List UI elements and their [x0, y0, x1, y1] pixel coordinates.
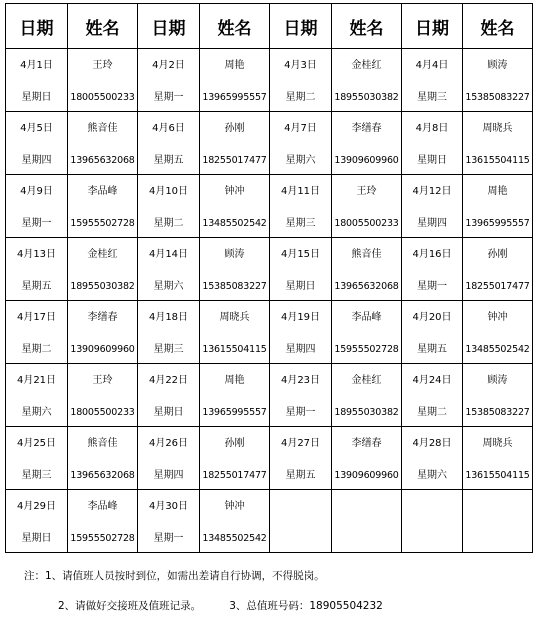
date-cell: [138, 175, 200, 238]
duty-person-name: 李品峰: [351, 312, 382, 323]
duty-person-phone: 15385083227: [202, 281, 267, 292]
name-cell: [200, 49, 270, 112]
date-cell-content: [402, 364, 462, 426]
date-cell-content: [270, 427, 331, 489]
duty-person-phone: 18255017477: [465, 281, 530, 292]
date-cell-content: [402, 175, 462, 237]
duty-person-phone: 13615504115: [465, 155, 530, 166]
table-row: [6, 490, 533, 553]
duty-person-phone: 13965632068: [334, 281, 399, 292]
date-cell: [6, 175, 68, 238]
duty-weekday: 星期二: [285, 92, 316, 103]
duty-person-phone: 13485502542: [465, 344, 530, 355]
name-cell: [463, 364, 533, 427]
duty-weekday: 星期四: [417, 218, 447, 229]
duty-date: 4月20日: [412, 312, 452, 323]
name-cell: [463, 427, 533, 490]
duty-date: 4月24日: [412, 375, 452, 386]
name-cell: [200, 175, 270, 238]
name-cell-content: [332, 238, 401, 300]
duty-date: 4月27日: [280, 438, 321, 449]
name-cell: [68, 238, 138, 301]
name-cell: [332, 238, 402, 301]
table-row: [6, 49, 533, 112]
name-cell-content: [68, 238, 137, 300]
date-cell-content: [270, 364, 331, 426]
duty-person-name: 金桂红: [87, 249, 118, 260]
header-row: [6, 4, 533, 49]
duty-weekday: 星期五: [21, 281, 52, 292]
date-cell-content: [6, 49, 67, 111]
duty-person-name: 钟冲: [487, 312, 508, 323]
name-cell-content: [332, 364, 401, 426]
name-cell-content: [200, 49, 269, 111]
roster-body: [6, 49, 533, 553]
name-cell-content: [200, 490, 269, 552]
duty-person-name: 周艳: [224, 60, 245, 71]
date-cell: [270, 427, 332, 490]
duty-weekday: 星期日: [417, 155, 447, 166]
duty-person-name: 周晓兵: [482, 438, 513, 449]
duty-person-name: 熊音佳: [87, 438, 118, 449]
duty-person-phone: 18005500233: [70, 407, 135, 418]
duty-person-name: 顾涛: [487, 375, 508, 386]
date-cell: [6, 238, 68, 301]
duty-person-phone: 18005500233: [70, 92, 135, 103]
duty-person-name: 孙刚: [224, 123, 245, 134]
duty-person-name: 李缮春: [351, 438, 382, 449]
date-cell: [138, 112, 200, 175]
duty-date: 4月15日: [280, 249, 321, 260]
date-cell: [138, 490, 200, 553]
duty-person-phone: 13909609960: [334, 470, 399, 481]
duty-weekday: 星期日: [21, 92, 52, 103]
duty-date: 4月14日: [148, 249, 189, 260]
name-cell: [332, 427, 402, 490]
duty-weekday: 星期日: [21, 533, 52, 544]
duty-weekday: 星期二: [21, 344, 52, 355]
name-cell-content: [68, 301, 137, 363]
duty-weekday: 星期五: [417, 344, 447, 355]
date-cell: [270, 49, 332, 112]
name-cell: [463, 112, 533, 175]
duty-date: 4月10日: [148, 186, 189, 197]
name-cell-content: [68, 112, 137, 174]
duty-weekday: 星期一: [417, 281, 447, 292]
name-cell-content: [200, 364, 269, 426]
name-cell-content: [200, 238, 269, 300]
date-cell-content: [270, 301, 331, 363]
header-date: 日期: [270, 4, 332, 49]
duty-person-name: 金桂红: [351, 375, 382, 386]
date-cell-content: [6, 427, 67, 489]
name-cell: [332, 112, 402, 175]
note-line-1: 注：1、请值班人员按时到位，如需出差请自行协调，不得脱岗。: [24, 570, 325, 582]
date-cell: [402, 112, 463, 175]
duty-person-phone: 13485502542: [202, 533, 267, 544]
date-cell: [6, 364, 68, 427]
duty-date: 4月23日: [280, 375, 321, 386]
table-row: [6, 364, 533, 427]
date-cell: [402, 301, 463, 364]
duty-date: 4月11日: [280, 186, 321, 197]
date-cell: [402, 364, 463, 427]
duty-person-name: 孙刚: [224, 438, 245, 449]
duty-person-phone: 13965995557: [465, 218, 530, 229]
date-cell-content: [402, 238, 462, 300]
duty-weekday: 星期六: [21, 407, 52, 418]
duty-date: 4月3日: [284, 60, 317, 71]
name-cell-content: [463, 301, 532, 363]
date-cell-content: [138, 364, 199, 426]
duty-person-name: 周艳: [487, 186, 508, 197]
duty-person-phone: 15955502728: [70, 218, 135, 229]
name-cell: [68, 427, 138, 490]
duty-person-name: 李品峰: [87, 186, 118, 197]
name-cell-content: [68, 364, 137, 426]
duty-person-phone: 13965995557: [202, 92, 267, 103]
duty-date: 4月22日: [148, 375, 189, 386]
duty-person-phone: 18255017477: [202, 155, 267, 166]
date-cell-content: [270, 238, 331, 300]
name-cell: [68, 301, 138, 364]
date-cell-content: [138, 175, 199, 237]
duty-weekday: 星期二: [153, 218, 184, 229]
date-cell-content: [6, 112, 67, 174]
name-cell-content: [68, 427, 137, 489]
date-cell-content: [270, 175, 331, 237]
name-cell: [463, 301, 533, 364]
duty-weekday: 星期四: [21, 155, 52, 166]
name-cell: [332, 301, 402, 364]
name-cell-content: [463, 49, 532, 111]
date-cell-content: [138, 238, 199, 300]
duty-person-phone: 18955030382: [334, 407, 399, 418]
date-cell: [270, 301, 332, 364]
duty-person-name: 顾涛: [224, 249, 245, 260]
duty-date: 4月13日: [16, 249, 57, 260]
date-cell: [138, 301, 200, 364]
duty-weekday: 星期六: [417, 470, 447, 481]
date-cell: [270, 490, 332, 553]
duty-date: 4月8日: [415, 123, 449, 134]
duty-date: 4月4日: [415, 60, 449, 71]
date-cell: [6, 427, 68, 490]
duty-date: 4月25日: [16, 438, 57, 449]
duty-person-name: 李品峰: [87, 501, 118, 512]
duty-person-phone: 13965632068: [70, 470, 135, 481]
table-row: [6, 175, 533, 238]
duty-weekday: 星期日: [153, 407, 184, 418]
date-cell-content: [270, 112, 331, 174]
duty-weekday: 星期三: [417, 92, 447, 103]
table-row: [6, 427, 533, 490]
name-cell: [68, 175, 138, 238]
table-row: [6, 112, 533, 175]
duty-date: 4月6日: [152, 123, 185, 134]
duty-person-phone: 15385083227: [465, 407, 530, 418]
duty-person-phone: 13965632068: [70, 155, 135, 166]
date-cell-content: [6, 490, 67, 552]
name-cell: [332, 49, 402, 112]
name-cell-content: [200, 112, 269, 174]
duty-person-phone: 15385083227: [465, 92, 530, 103]
note-item-3: 3、总值班号码：18905504232: [229, 600, 383, 612]
duty-person-phone: 13615504115: [465, 470, 530, 481]
date-cell-content: [138, 490, 199, 552]
duty-date: 4月5日: [20, 123, 53, 134]
duty-person-phone: 13615504115: [202, 344, 267, 355]
name-cell-content: [332, 112, 401, 174]
date-cell-content: [138, 112, 199, 174]
name-cell-content: [200, 175, 269, 237]
duty-person-phone: 18955030382: [70, 281, 135, 292]
duty-person-name: 周艳: [224, 375, 245, 386]
duty-weekday: 星期一: [153, 533, 184, 544]
date-cell: [270, 112, 332, 175]
duty-weekday: 星期三: [153, 344, 184, 355]
duty-date: 4月16日: [412, 249, 452, 260]
date-cell-content: [402, 49, 462, 111]
duty-person-phone: 13909609960: [70, 344, 135, 355]
name-cell: [200, 427, 270, 490]
duty-date: 4月21日: [16, 375, 57, 386]
name-cell: [200, 112, 270, 175]
duty-weekday: 星期三: [21, 470, 52, 481]
duty-date: 4月17日: [16, 312, 57, 323]
header-name: 姓名: [332, 4, 402, 49]
date-cell: [402, 238, 463, 301]
duty-weekday: 星期六: [153, 281, 184, 292]
duty-person-name: 顾涛: [487, 60, 508, 71]
duty-date: 4月26日: [148, 438, 189, 449]
name-cell: [463, 49, 533, 112]
date-cell: [138, 238, 200, 301]
duty-person-name: 王玲: [92, 60, 113, 71]
date-cell-content: [138, 427, 199, 489]
date-cell: [6, 49, 68, 112]
duty-date: 4月12日: [412, 186, 452, 197]
name-cell-content: [463, 364, 532, 426]
table-row: [6, 301, 533, 364]
date-cell-content: [138, 301, 199, 363]
date-cell: [138, 427, 200, 490]
name-cell: [68, 49, 138, 112]
date-cell-content: [6, 238, 67, 300]
date-cell-content: [138, 49, 199, 111]
name-cell: [200, 490, 270, 553]
duty-person-name: 王玲: [356, 186, 377, 197]
header-date: 日期: [6, 4, 68, 49]
name-cell: [68, 364, 138, 427]
note-item-2: 2、请做好交接班及值班记录。: [58, 600, 202, 612]
duty-person-phone: 15955502728: [334, 344, 399, 355]
date-cell: [6, 490, 68, 553]
duty-weekday: 星期三: [285, 218, 316, 229]
duty-date: 4月30日: [148, 501, 189, 512]
duty-weekday: 星期五: [153, 155, 184, 166]
date-cell: [138, 364, 200, 427]
note-line-2: [58, 598, 383, 613]
date-cell: [138, 49, 200, 112]
duty-person-name: 金桂红: [351, 60, 382, 71]
duty-person-phone: 18005500233: [334, 218, 399, 229]
duty-person-name: 李缮春: [351, 123, 382, 134]
date-cell: [6, 301, 68, 364]
name-cell: [332, 490, 402, 553]
duty-date: 4月19日: [280, 312, 321, 323]
duty-person-name: 钟冲: [224, 501, 245, 512]
duty-person-name: 钟冲: [224, 186, 245, 197]
name-cell: [332, 175, 402, 238]
name-cell-content: [332, 49, 401, 111]
name-cell-content: [332, 301, 401, 363]
name-cell-content: [200, 427, 269, 489]
duty-date: 4月2日: [152, 60, 185, 71]
name-cell: [68, 490, 138, 553]
duty-date: 4月7日: [284, 123, 317, 134]
date-cell: [402, 490, 463, 553]
duty-person-phone: 18255017477: [202, 470, 267, 481]
date-cell-content: [6, 175, 67, 237]
name-cell: [200, 301, 270, 364]
duty-date: 4月28日: [412, 438, 452, 449]
duty-person-phone: 15955502728: [70, 533, 135, 544]
date-cell-content: [402, 301, 462, 363]
duty-date: 4月9日: [20, 186, 53, 197]
date-cell: [270, 175, 332, 238]
duty-person-name: 熊音佳: [87, 123, 118, 134]
date-cell-content: [402, 427, 462, 489]
name-cell-content: [68, 49, 137, 111]
table-row: [6, 238, 533, 301]
date-cell: [270, 238, 332, 301]
name-cell: [200, 238, 270, 301]
duty-weekday: 星期五: [285, 470, 316, 481]
name-cell-content: [200, 301, 269, 363]
duty-person-phone: 13485502542: [202, 218, 267, 229]
duty-weekday: 星期一: [285, 407, 316, 418]
duty-weekday: 星期六: [285, 155, 316, 166]
name-cell-content: [463, 112, 532, 174]
date-cell-content: [6, 364, 67, 426]
name-cell: [463, 490, 533, 553]
duty-date: 4月18日: [148, 312, 189, 323]
header-name: 姓名: [200, 4, 270, 49]
header-name: 姓名: [68, 4, 138, 49]
date-cell: [402, 427, 463, 490]
name-cell-content: [463, 175, 532, 237]
duty-person-name: 李缮春: [87, 312, 118, 323]
duty-weekday: 星期二: [417, 407, 447, 418]
duty-person-name: 周晓兵: [219, 312, 250, 323]
header-date: 日期: [402, 4, 463, 49]
date-cell: [270, 364, 332, 427]
header-date: 日期: [138, 4, 200, 49]
duty-roster-table: [5, 3, 533, 553]
name-cell-content: [68, 490, 137, 552]
name-cell-content: [332, 427, 401, 489]
name-cell: [463, 175, 533, 238]
duty-person-phone: 18955030382: [334, 92, 399, 103]
duty-weekday: 星期日: [285, 281, 316, 292]
duty-weekday: 星期一: [21, 218, 52, 229]
name-cell: [332, 364, 402, 427]
name-cell: [68, 112, 138, 175]
duty-person-name: 周晓兵: [482, 123, 513, 134]
duty-weekday: 星期四: [153, 470, 184, 481]
name-cell: [463, 238, 533, 301]
header-name: 姓名: [463, 4, 533, 49]
date-cell: [402, 49, 463, 112]
duty-weekday: 星期一: [153, 92, 184, 103]
name-cell-content: [332, 175, 401, 237]
duty-person-phone: 13965995557: [202, 407, 267, 418]
date-cell: [6, 112, 68, 175]
date-cell: [402, 175, 463, 238]
date-cell-content: [270, 49, 331, 111]
duty-date: 4月1日: [20, 60, 53, 71]
duty-weekday: 星期四: [285, 344, 316, 355]
date-cell-content: [402, 112, 462, 174]
name-cell: [200, 364, 270, 427]
name-cell-content: [463, 427, 532, 489]
name-cell-content: [68, 175, 137, 237]
duty-date: 4月29日: [16, 501, 57, 512]
duty-person-name: 孙刚: [487, 249, 508, 260]
duty-person-name: 熊音佳: [351, 249, 382, 260]
duty-person-phone: 13909609960: [334, 155, 399, 166]
name-cell-content: [463, 238, 532, 300]
duty-person-name: 王玲: [92, 375, 113, 386]
date-cell-content: [6, 301, 67, 363]
